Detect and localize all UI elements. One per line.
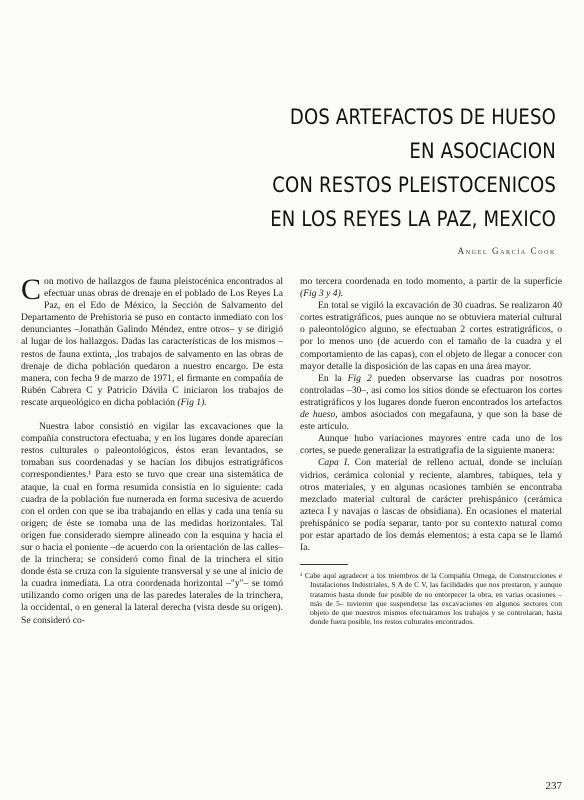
title-line-3: CON RESTOS PLEISTOCENICOS — [272, 173, 556, 197]
article-title — [126, 100, 556, 236]
paragraph-fig2-end: ambos asociados con megafauna, y que son la base de este artículo. — [300, 409, 562, 433]
author-name: Angel García Cook — [457, 246, 556, 256]
paragraph-capa-1 — [300, 457, 562, 554]
figure-ref-1: (Fig 1). — [177, 396, 207, 408]
paragraph-fig2-lead: En la — [318, 372, 348, 384]
capa-1-label: Capa I. — [318, 457, 350, 469]
footnote-1: ¹ Cabe aquí agradecer a los miembros de la Compañía Omega, de Construcciones e Instalaciones Industriales, S A de C V, las facilidades que nos prestaron, y aunque tratamos hasta donde fue posible de no entorpecer la obra, en varias ocasiones –más de 5– tuvieron que suspenderse las excavaciones en algunos sectores con objeto de que nuestros mismos efectuáramos los trabajos y se controlaran, hasta donde fuera posible, los restos culturales encontrados. — [300, 571, 562, 627]
paragraph-2: Nuestra labor consistió en vigilar las excavaciones que la compañía constructora efectuaba, y en los lugares donde aparecían restos culturales o paleontológicos, éstos eran levantados, se tomaban sus coordenadas y se hacían los dibujos estratigráficos correspondientes.¹ Para esto se tuvo que crear una sistemática de ataque, la cual en forma resumida consistía en lo siguiente: cada cuadra de la población fue numerada en forma sucesiva de acuerdo con el orden con que se iba trabajando en ellas y cada una tenía su origen; de éste se tomaba una de las medidas horizontales. Tal origen fue considerado siempre alineado con la esquina y hacia el sur o hacia el poniente –de acuerdo con la orientación de las calles– de la trinchera; se consideró como final de la trinchera el sitio donde ésta se cruza con la siguiente transversal y se une al inicio de la cuadra inmediata. La otra coordenada horizontal –"y"– se tomó utilizando como origen una de las paredes laterales de la trinchera, la occidental, o en general la lateral derecha (vista desde su origen). Se consideró co- — [21, 421, 283, 626]
drop-cap: C — [21, 273, 42, 306]
paragraph-continued-text: mo tercera coordenada en todo momento, a partir de la superficie — [300, 276, 562, 287]
paragraph-fig2-emphasis: de hueso, — [300, 409, 338, 421]
footnote-rule — [300, 564, 348, 565]
title-line-1: DOS ARTEFACTOS DE HUESO — [289, 105, 556, 129]
paragraph-excavation: En total se vigiló la excavación de 30 cuadras. Se realizaron 40 cortes estratigráficos, pues aunque no se obtuviera material cultural o paleontológico alguno, se efectuaban 2 cortes estratigráficos, o por lo menos uno (de acuerdo con el tamaño de la cuadra y el comportamiento de las capas), con el objeto de llegar a conocer con mayor detalle la disposición de las capas en una área mayor. — [300, 300, 562, 372]
capa-1-text: Con material de relleno actual, donde se incluían vidrios, cerámica colonial y reciente, alambres, tabiques, tela y otros materiales, y en algunas ocasiones también se encontraba mezclado material cultural de carácter prehispánico (cerámica azteca I y navajas o lascas de obsidiana). En ocasiones el material prehispánico se podía separar, tanto por su contexto natural como por estar apartado de los demás elementos; a esta capa se le llamó Ia. — [300, 457, 562, 554]
page-number: 237 — [545, 780, 562, 792]
figure-ref-3-4: (Fig 3 y 4). — [300, 288, 344, 300]
left-column — [21, 273, 283, 627]
paragraph-1 — [21, 273, 283, 409]
paragraph-stratigraphy: Aunque hubo variaciones mayores entre cada uno de los cortes, se puede generalizar la estratigrafía de la siguiente manera: — [300, 433, 562, 457]
paragraph-continued — [300, 276, 562, 300]
title-line-4: EN LOS REYES LA PAZ, MEXICO — [270, 207, 556, 231]
title-line-2: EN ASOCIACION — [409, 139, 556, 163]
right-column — [300, 276, 562, 626]
paragraph-fig2 — [300, 373, 562, 433]
paragraph-fig2-middle: pueden observarse las cuadras por nosotros controladas –30–, así como los sitios donde se efectuaron los cortes estratigráficos y los lugares donde fueron encontrados los artefactos — [300, 372, 562, 408]
figure-ref-2: Fig 2 — [347, 372, 372, 384]
paragraph-1-text: on motivo de hallazgos de fauna pleistocénica encontrados al efectuar unas obras de drenaje en el poblado de Los Reyes La Paz, en el Edo de México, la Sección de Salvamento del Departamento de Prehistoria se puso en contacto inmediato con los denunciantes –Jonathán Galindo Méndez, entre otros– y se dirigió al lugar de los hallazgos. Dadas las características de los mismos –restos de fauna extinta, ,los trabajos de salvamento en las obras de drenaje de dicha población quedaron a nuestro encargo. De esta manera, con fecha 9 de marzo de 1971, el firmante en compañía de Rubén Cabrera C y Patricio Dávila C iniciaron los trabajos de rescate arqueológico en dicha población — [21, 276, 283, 408]
